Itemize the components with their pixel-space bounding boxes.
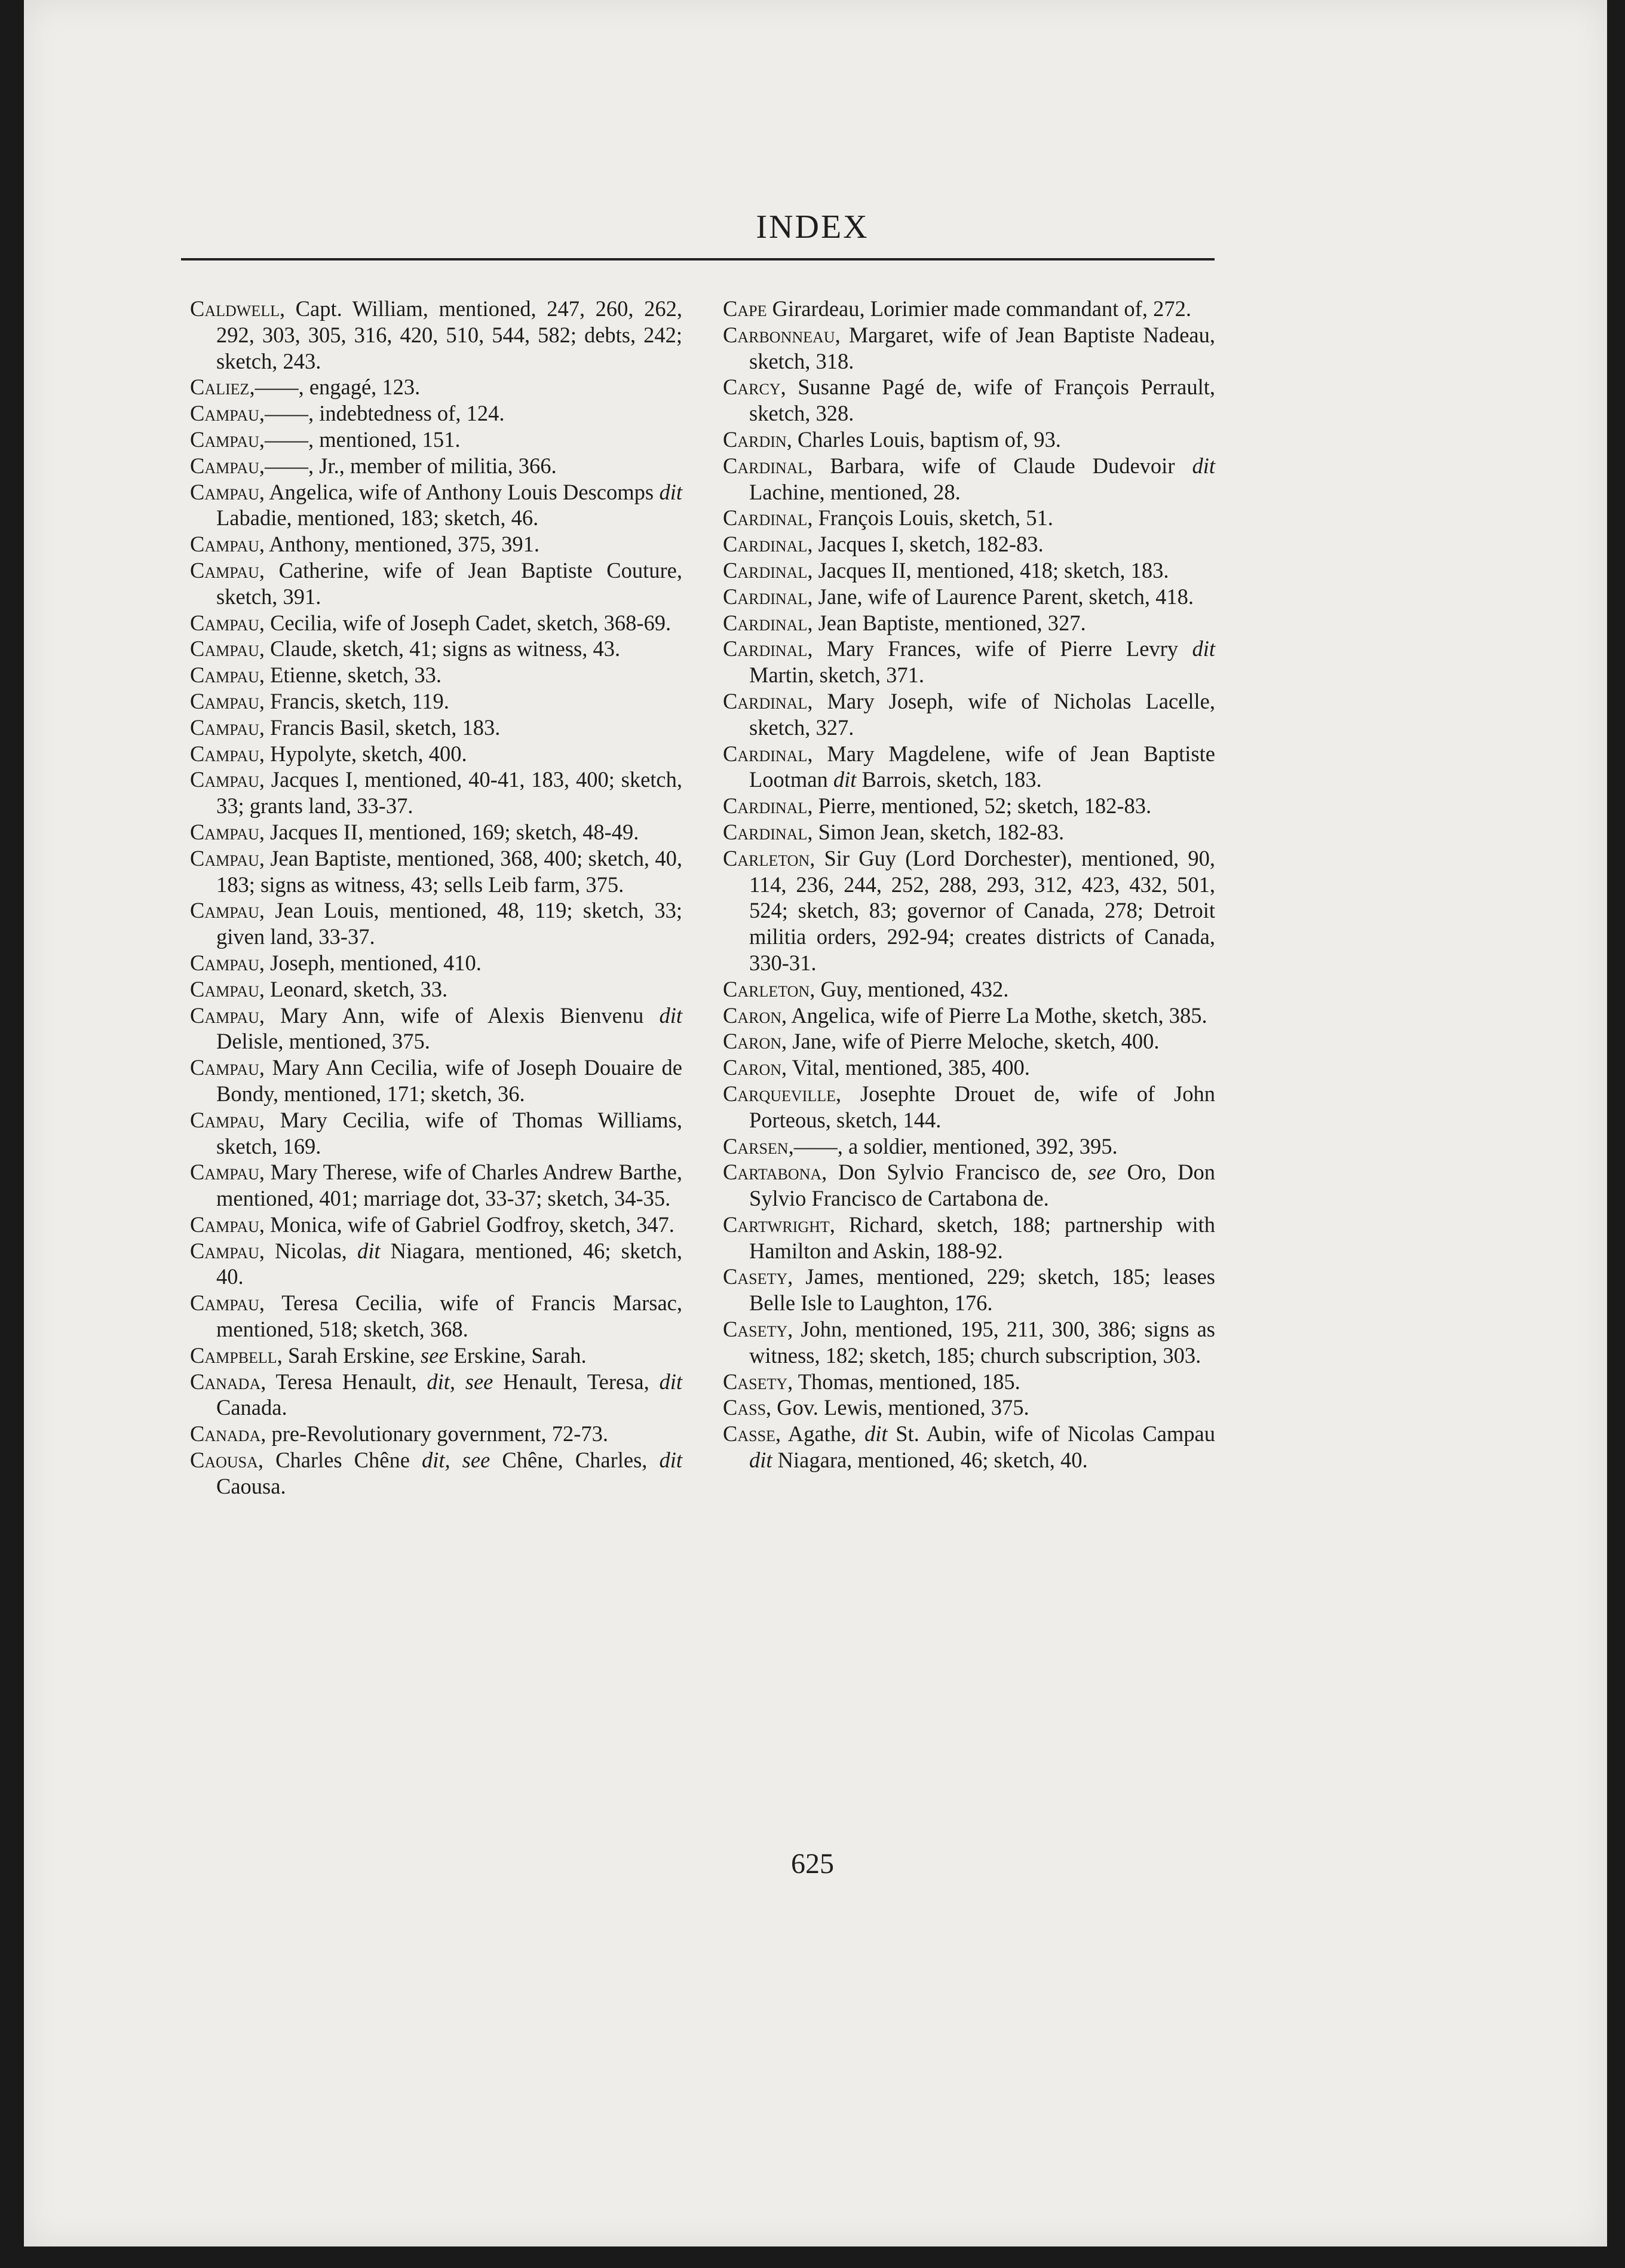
index-entry xyxy=(723,584,1215,610)
index-headword: Casety xyxy=(723,1264,788,1289)
index-italic-term: dit xyxy=(749,1448,772,1473)
index-entry xyxy=(723,322,1215,375)
index-headword: Carbonneau xyxy=(723,322,835,347)
index-italic-term: dit xyxy=(1192,453,1215,478)
index-entry xyxy=(723,976,1215,1003)
index-headword: Cardin xyxy=(723,427,787,452)
index-entry-text: , Thomas, mentioned, 185. xyxy=(787,1369,1020,1394)
index-headword: Casety xyxy=(723,1369,788,1394)
index-entry-text: , Jacques I, mentioned, 40-41, 183, 400; sketch, 33; grants land, 33-37. xyxy=(216,767,682,819)
index-headword: Campau xyxy=(190,898,259,923)
index-entry-text: , Charles Chêne xyxy=(257,1448,422,1473)
index-italic-term: dit xyxy=(659,1448,683,1473)
index-entry-text: , Leonard, sketch, 33. xyxy=(259,976,448,1001)
index-headword: Campau xyxy=(190,688,259,713)
index-entry-text: , Mary Ann, wife of Alexis Bienvenu xyxy=(259,1003,660,1028)
index-headword: Cardinal xyxy=(723,453,808,478)
index-entry-text: , Francis, sketch, 119. xyxy=(259,688,449,713)
index-italic-term: dit xyxy=(659,479,682,504)
index-entry xyxy=(190,897,682,950)
index-column-right xyxy=(723,296,1215,1473)
index-entry-text: , Pierre, mentioned, 52; sketch, 182-83. xyxy=(807,793,1152,819)
index-entry-text: Labadie, mentioned, 183; sketch, 46. xyxy=(216,505,539,531)
index-headword: Campau xyxy=(190,636,259,661)
index-entry-text: , Teresa Cecilia, wife of Francis Marsac, mentioned, 518; sketch, 368. xyxy=(216,1291,682,1342)
index-headword: Cardinal xyxy=(723,741,808,766)
index-entry-text: , Francis Basil, sketch, 183. xyxy=(259,715,501,740)
index-entry-text: , Jean Louis, mentioned, 48, 119; sketch, 33; given land, 33-37. xyxy=(216,898,682,949)
index-entry xyxy=(190,636,682,662)
index-headword: Canada xyxy=(190,1369,261,1394)
index-entry-text: , Susanne Pagé de, wife of François Perrault, sketch, 328. xyxy=(749,375,1215,426)
index-entry-text: , Mary Therese, wife of Charles Andrew Barthe, mentioned, 401; marriage dot, 33-37; sketch, 34-35. xyxy=(216,1160,682,1211)
index-entry-text: , Mary Cecilia, wife of Thomas Williams, sketch, 169. xyxy=(216,1107,682,1158)
index-entry-text: Erskine, Sarah. xyxy=(448,1343,587,1368)
index-entry-text: ,——, a soldier, mentioned, 392, 395. xyxy=(788,1133,1118,1158)
index-headword: Casse xyxy=(723,1421,775,1446)
index-entry-text: , Sir Guy (Lord Dorchester), mentioned, 90, 114, 236, 244, 252, 288, 293, 312, 423, 432, 501, 524; sketch, 83; governor of Canada, 278; Detroit militia orders, 292-94; creates districts of Canada, 330-31. xyxy=(749,845,1215,975)
index-entry xyxy=(190,845,682,898)
index-headword: Campau xyxy=(190,819,259,844)
index-entry-text: , Vital, mentioned, 385, 400. xyxy=(781,1055,1030,1080)
index-headword: Cardinal xyxy=(723,636,808,661)
index-headword: Caron xyxy=(723,1029,782,1054)
index-entry xyxy=(190,976,682,1003)
index-entry-text: Delisle, mentioned, 375. xyxy=(216,1029,430,1054)
index-entry xyxy=(190,662,682,688)
index-headword: Campau xyxy=(190,1107,259,1132)
index-entry-text: Chêne, Charles, xyxy=(490,1448,660,1473)
index-entry xyxy=(190,1290,682,1343)
index-entry xyxy=(190,741,682,767)
index-entry xyxy=(190,479,682,532)
index-headword: Carleton xyxy=(723,845,810,871)
index-entry-text: Barrois, sketch, 183. xyxy=(856,767,1042,792)
index-headword: Cardinal xyxy=(723,532,808,557)
index-entry xyxy=(190,374,682,400)
index-headword: Campau xyxy=(190,453,259,478)
index-entry-text: Caousa. xyxy=(216,1473,286,1498)
index-entry-text: , Nicolas, xyxy=(259,1238,357,1263)
index-entry xyxy=(190,715,682,741)
index-headword: Campau xyxy=(190,1291,259,1316)
index-entry xyxy=(723,557,1215,584)
index-entry xyxy=(723,374,1215,427)
index-entry-text: , Jane, wife of Laurence Parent, sketch, 418. xyxy=(807,584,1194,609)
index-entry-text: , Anthony, mentioned, 375, 391. xyxy=(259,532,539,557)
index-entry-text: , Guy, mentioned, 432. xyxy=(810,976,1009,1001)
index-entry xyxy=(723,819,1215,845)
index-entry-text: , Mary Ann Cecilia, wife of Joseph Douaire de Bondy, mentioned, 171; sketch, 36. xyxy=(216,1055,682,1106)
index-entry xyxy=(723,1369,1215,1395)
index-entry-text: , Agathe, xyxy=(775,1421,864,1446)
index-italic-term: dit xyxy=(833,767,857,792)
index-entry-text: ,——, indebtedness of, 124. xyxy=(259,401,505,426)
index-entry-text: , Joseph, mentioned, 410. xyxy=(259,950,482,975)
index-entry xyxy=(190,1159,682,1212)
index-headword: Cardinal xyxy=(723,610,808,635)
index-headword: Cartwright xyxy=(723,1212,830,1237)
index-entry xyxy=(190,610,682,636)
index-headword: Campau xyxy=(190,1212,259,1237)
index-entry-text: ,——, engagé, 123. xyxy=(249,375,421,400)
index-entry-text: Girardeau, Lorimier made commandant of, 272. xyxy=(766,296,1191,321)
index-entry-text: , Josephte Drouet de, wife of John Porteous, sketch, 144. xyxy=(749,1081,1215,1132)
index-entry xyxy=(190,531,682,557)
index-entry xyxy=(190,1107,682,1160)
index-entry xyxy=(190,1003,682,1055)
index-entry xyxy=(723,1055,1215,1081)
page-number: 625 xyxy=(791,1848,834,1880)
index-entry xyxy=(190,400,682,427)
index-italic-term: dit xyxy=(357,1238,381,1263)
index-entry xyxy=(723,1159,1215,1212)
index-entry xyxy=(723,505,1215,531)
index-entry xyxy=(723,1316,1215,1369)
index-entry-text: , Teresa Henault, xyxy=(260,1369,427,1394)
index-headword: Cardinal xyxy=(723,584,808,609)
page-title: INDEX xyxy=(756,209,869,246)
index-headword: Cardinal xyxy=(723,688,808,713)
index-entry xyxy=(190,557,682,610)
index-entry-text: , Catherine, wife of Jean Baptiste Couture, sketch, 391. xyxy=(216,557,682,609)
index-entry xyxy=(723,610,1215,636)
index-entry-text: Niagara, mentioned, 46; sketch, 40. xyxy=(772,1448,1088,1473)
index-entry xyxy=(723,1394,1215,1421)
index-headword: Campau xyxy=(190,663,259,688)
index-entry xyxy=(190,1055,682,1107)
index-headword: Campau xyxy=(190,767,259,792)
index-entry-text: , Capt. William, mentioned, 247, 260, 262, 292, 303, 305, 316, 420, 510, 544, 582; debts, 242; sketch, 243. xyxy=(216,296,682,373)
index-entry-text: , Mary Joseph, wife of Nicholas Lacelle, sketch, 327. xyxy=(749,688,1215,740)
index-entry xyxy=(723,688,1215,741)
index-headword: Campau xyxy=(190,715,259,740)
index-headword: Caldwell xyxy=(190,296,280,321)
index-entry-text: , Mary Magdelene, wife of Jean Baptiste Lootman xyxy=(749,741,1215,792)
index-headword: Caousa xyxy=(190,1448,258,1473)
index-entry xyxy=(190,453,682,479)
index-entry-text: Niagara, mentioned, 46; sketch, 40. xyxy=(216,1238,682,1289)
index-entry-text: , Margaret, wife of Jean Baptiste Nadeau, sketch, 318. xyxy=(749,322,1215,373)
index-headword: Campau xyxy=(190,1003,259,1028)
index-headword: Campau xyxy=(190,845,259,871)
index-column-left xyxy=(190,296,682,1500)
index-headword: Caron xyxy=(723,1055,782,1080)
index-headword: Campau xyxy=(190,741,259,766)
index-entry-text: , Gov. Lewis, mentioned, 375. xyxy=(766,1395,1029,1420)
index-entry xyxy=(723,453,1215,505)
index-entry xyxy=(190,427,682,453)
index-entry xyxy=(723,427,1215,453)
index-entry xyxy=(190,1212,682,1238)
index-entry-text: ,——, mentioned, 151. xyxy=(259,427,461,452)
index-headword: Cape xyxy=(723,296,767,321)
index-entry-text: , Jane, wife of Pierre Meloche, sketch, 400. xyxy=(781,1029,1160,1054)
index-headword: Campau xyxy=(190,1238,259,1263)
index-headword: Carsen xyxy=(723,1133,789,1158)
index-entry xyxy=(723,793,1215,819)
index-headword: Cardinal xyxy=(723,557,808,583)
index-headword: Canada xyxy=(190,1421,261,1446)
index-headword: Campau xyxy=(190,557,259,583)
index-entry-text: , François Louis, sketch, 51. xyxy=(807,505,1053,531)
index-headword: Carleton xyxy=(723,976,810,1001)
index-entry-text: , Cecilia, wife of Joseph Cadet, sketch, 368-69. xyxy=(259,610,672,635)
index-entry-text: , Angelica, wife of Pierre La Mothe, sketch, 385. xyxy=(781,1003,1207,1028)
index-entry-text: , Jacques II, mentioned, 169; sketch, 48-49. xyxy=(259,819,639,844)
index-headword: Caron xyxy=(723,1003,782,1028)
index-headword: Campau xyxy=(190,532,259,557)
index-entry xyxy=(190,819,682,845)
index-headword: Campau xyxy=(190,1160,259,1185)
index-entry xyxy=(190,950,682,976)
index-entry-text: , pre-Revolutionary government, 72-73. xyxy=(260,1421,609,1446)
index-entry xyxy=(190,767,682,819)
index-entry xyxy=(723,1003,1215,1029)
index-headword: Campau xyxy=(190,427,259,452)
index-entry xyxy=(190,296,682,374)
index-entry-text: , Mary Frances, wife of Pierre Levry xyxy=(807,636,1192,661)
index-headword: Campau xyxy=(190,976,259,1001)
index-entry-text: , Etienne, sketch, 33. xyxy=(259,663,441,688)
index-entry-text: , Angelica, wife of Anthony Louis Descomps xyxy=(259,479,660,504)
index-headword: Cartabona xyxy=(723,1160,822,1185)
index-entry-text: ,——, Jr., member of militia, 366. xyxy=(259,453,557,478)
index-headword: Carqueville xyxy=(723,1081,836,1106)
index-headword: Campbell xyxy=(190,1343,277,1368)
index-entry xyxy=(723,1028,1215,1055)
index-entry-text: , Jacques II, mentioned, 418; sketch, 183. xyxy=(807,557,1169,583)
index-entry-text: Oro, Don Sylvio Francisco de Cartabona de. xyxy=(749,1160,1215,1211)
index-entry xyxy=(723,1081,1215,1133)
index-entry-text: Canada. xyxy=(216,1395,287,1420)
index-entry xyxy=(190,1343,682,1369)
index-entry-text: St. Aubin, wife of Nicolas Campau xyxy=(887,1421,1215,1446)
index-entry-text: , Richard, sketch, 188; partnership with Hamilton and Askin, 188-92. xyxy=(749,1212,1215,1263)
index-italic-term: see xyxy=(420,1343,449,1368)
index-entry-text: Martin, sketch, 371. xyxy=(749,663,924,688)
index-headword: Campau xyxy=(190,1055,259,1080)
index-entry-text: , Claude, sketch, 41; signs as witness, 43. xyxy=(259,636,621,661)
index-entry xyxy=(723,296,1215,322)
index-italic-term: dit, see xyxy=(421,1448,490,1473)
index-entry-text: , James, mentioned, 229; sketch, 185; leases Belle Isle to Laughton, 176. xyxy=(749,1264,1215,1316)
index-entry-text: , Monica, wife of Gabriel Godfroy, sketch, 347. xyxy=(259,1212,674,1237)
index-entry-text: , Sarah Erskine, xyxy=(277,1343,421,1368)
index-italic-term: dit xyxy=(1192,636,1215,661)
index-italic-term: dit xyxy=(659,1369,683,1394)
index-entry-text: Lachine, mentioned, 28. xyxy=(749,479,961,504)
index-headword: Campau xyxy=(190,950,259,975)
index-entry xyxy=(723,531,1215,557)
index-entry xyxy=(723,1421,1215,1473)
index-headword: Campau xyxy=(190,610,259,635)
index-entry-text: , Barbara, wife of Claude Dudevoir xyxy=(807,453,1192,478)
index-entry xyxy=(723,845,1215,976)
index-entry xyxy=(190,1447,682,1500)
index-italic-term: see xyxy=(1088,1160,1116,1185)
index-entry xyxy=(723,1133,1215,1160)
index-italic-term: dit xyxy=(659,1003,682,1028)
index-entry-text: , Hypolyte, sketch, 400. xyxy=(259,741,467,766)
index-headword: Campau xyxy=(190,401,259,426)
index-headword: Cardinal xyxy=(723,793,808,819)
index-entry xyxy=(190,1369,682,1421)
index-entry xyxy=(190,1238,682,1291)
index-entry xyxy=(190,688,682,715)
index-headword: Caliez xyxy=(190,375,250,400)
index-entry-text: , Charles Louis, baptism of, 93. xyxy=(786,427,1061,452)
title-rule xyxy=(181,258,1215,260)
index-entry-text: , Simon Jean, sketch, 182-83. xyxy=(807,819,1065,844)
index-entry-text: , John, mentioned, 195, 211, 300, 386; signs as witness, 182; sketch, 185; church subscription, 303. xyxy=(749,1317,1215,1368)
index-entry-text: , Don Sylvio Francisco de, xyxy=(821,1160,1089,1185)
index-entry xyxy=(723,741,1215,793)
index-italic-term: dit, see xyxy=(427,1369,493,1394)
index-entry-text: , Jean Baptiste, mentioned, 327. xyxy=(807,610,1086,635)
index-entry xyxy=(723,636,1215,688)
index-headword: Cass xyxy=(723,1395,766,1420)
index-headword: Cardinal xyxy=(723,505,808,531)
index-headword: Cardinal xyxy=(723,819,808,844)
index-entry-text: Henault, Teresa, xyxy=(493,1369,660,1394)
index-entry xyxy=(723,1264,1215,1316)
index-entry-text: , Jacques I, sketch, 182-83. xyxy=(807,532,1044,557)
index-italic-term: dit xyxy=(864,1421,888,1446)
index-entry xyxy=(723,1212,1215,1264)
index-entry-text: , Jean Baptiste, mentioned, 368, 400; sketch, 40, 183; signs as witness, 43; sells Leib farm, 375. xyxy=(216,845,682,897)
index-headword: Campau xyxy=(190,479,259,504)
index-headword: Casety xyxy=(723,1317,788,1342)
index-headword: Carcy xyxy=(723,375,781,400)
index-entry xyxy=(190,1421,682,1447)
